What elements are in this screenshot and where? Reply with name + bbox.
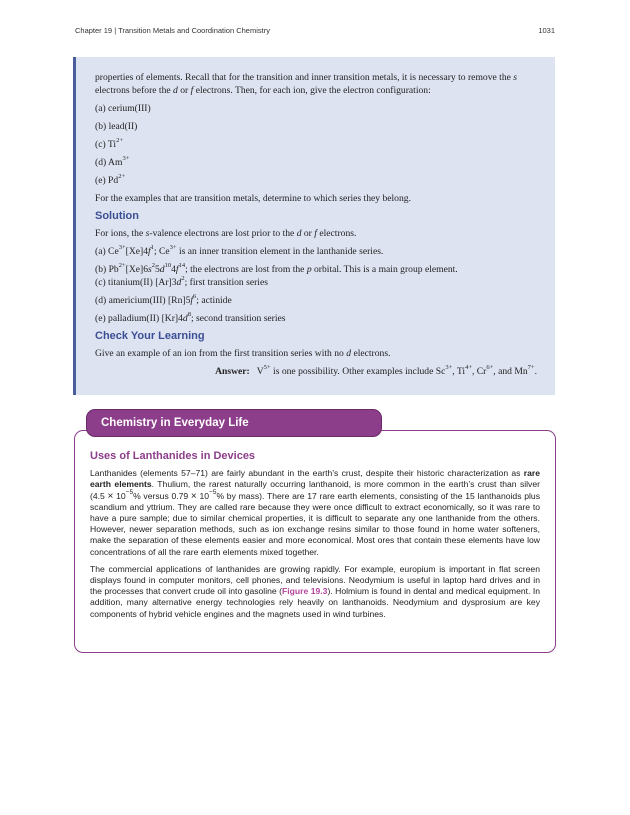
chapter-title: Chapter 19 | Transition Metals and Coordination Chemistry <box>75 26 270 35</box>
answer-line: Answer: $V^{5+}$ is one possibility. Other examples include $Sc^{3+}$, $Ti^{4+}$, $Cr^{6+}$, and $Mn^{7+}$. <box>215 363 537 377</box>
feature-heading: Uses of Lanthanides in Devices <box>90 450 256 462</box>
question-e: (e) $Pd^{2+}$ <box>95 172 126 186</box>
question-d: (d) $Am^{3+}$ <box>95 154 130 168</box>
solution-e: (e) palladium(II) $[Kr]4d^8$; second transition series <box>95 310 286 324</box>
example-box <box>73 57 555 395</box>
question-b: (b) lead(II) <box>95 121 138 132</box>
solution-intro: For ions, the s-valence electrons are lost prior to the d or f electrons. <box>95 228 357 239</box>
feature-paragraph-1: Lanthanides (elements 57–71) are fairly abundant in the earth’s crust, despite their historic characterization as rare earth elements. Thulium, the rarest naturally occurring lanthanoid, is more common in the earth’s crust than silver ($4.5 \times 10^{-5}\%$ versus $0.79 \times 10^{-5}\%$ by mass). There are 17 rare earth elements, consisting of the 15 lanthanoids plus scandium and yttrium. They are called rare because they were once difficult to extract economically, so it was rare to have a pure sample; due to similar chemical properties, it is difficult to separate any one lanthanide from the others. However, newer separation methods, such as ion exchange resins similar to those found in home water softeners, make the separation of these elements easier and more economical. Most ores that contain these elements have low concentrations of all the rare earth elements mixed together. <box>90 468 540 557</box>
question-a: (a) cerium(III) <box>95 103 151 114</box>
solution-c: (c) titanium(II) $[Ar]3d^2$; first transition series <box>95 274 268 288</box>
solution-d: (d) americium(III) $[Rn]5f^6$; actinide <box>95 292 232 306</box>
figure-link[interactable]: Figure 19.3 <box>282 586 328 597</box>
page-number: 1031 <box>538 26 555 35</box>
feature-tab: Chemistry in Everyday Life <box>86 409 382 437</box>
check-heading: Check Your Learning <box>95 330 205 342</box>
feature-paragraph-2: The commercial applications of lanthanides are growing rapidly. For example, europium is important in flat screen displays found in computer monitors, cell phones, and televisions. Neodymium is useful in laptop hard drives and in the processes that convert crude oil into gasoline (Figure 19.3). Holmium is found in dental and medical equipment. In addition, many alternative energy technologies rely heavily on lanthanoids. Neodymium and dysprosium are key components of hybrid vehicle engines and the magnets used in wind turbines. <box>90 563 541 619</box>
solution-b: (b) $Pb^{2+}[Xe]6s^25d^{10}4f^{14}$; the electrons are lost from the p orbital. This is a main group element. <box>95 261 458 275</box>
solution-a: (a) $Ce^{3+}[Xe]4f^1$; $Ce^{3+}$ is an inner transition element in the lanthanide series. <box>95 243 384 257</box>
feature-box <box>74 430 556 653</box>
transition-question: For the examples that are transition metals, determine to which series they belong. <box>95 193 411 204</box>
check-question: Give an example of an ion from the first transition series with no d electrons. <box>95 348 391 359</box>
example-intro: properties of elements. Recall that for the transition and inner transition metals, it is necessary to remove the s electrons before the d or f electrons. Then, for each ion, give the electron configuration: <box>95 72 518 96</box>
page-header <box>75 26 555 35</box>
question-c: (c) $Ti^{2+}$ <box>95 136 123 150</box>
solution-heading: Solution <box>95 210 139 222</box>
